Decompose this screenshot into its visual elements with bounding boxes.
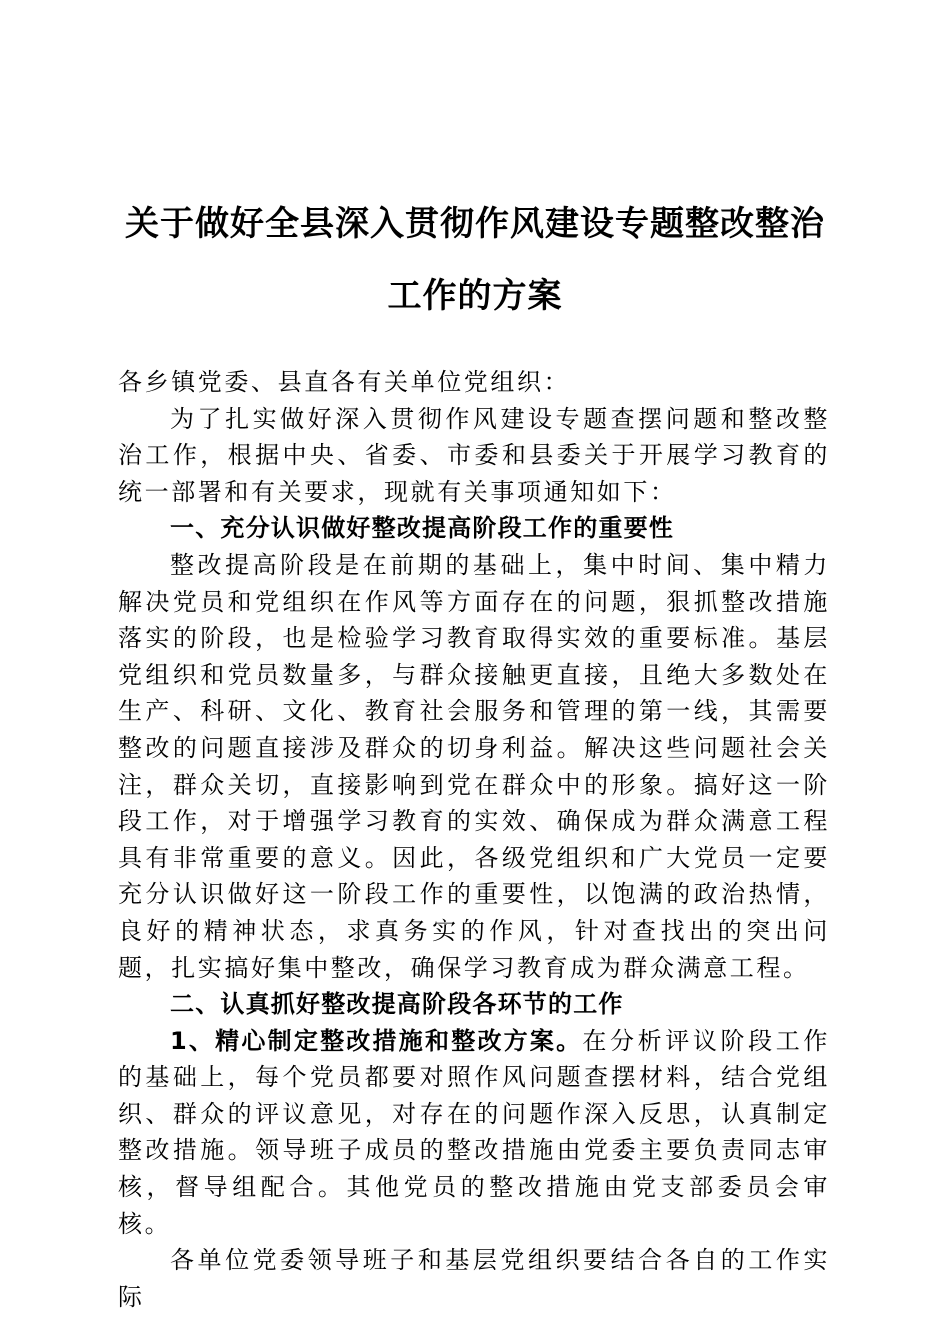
- section-1-paragraph: 整改提高阶段是在前期的基础上，集中时间、集中精力解决党员和党组织在作风等方面存在的问题，狠抓整改措施落实的阶段，也是检验学习教育取得实效的重要标准。基层党组织和党员数量多，与群众接触更直接，且绝大多数处在生产、科研、文化、教育社会服务和管理的第一线，其需要整改的问题直接涉及群众的切身利益。解决这些问题社会关注，群众关切，直接影响到党在群众中的形象。搞好这一阶段工作，对于增强学习教育的实效、确保成为群众满意工程具有非常重要的意义。因此，各级党组织和广大党员一定要充分认识做好这一阶段工作的重要性，以饱满的政治热情，良好的精神状态，求真务实的作风，针对查找出的突出问题，扎实搞好集中整改，确保学习教育成为群众满意工程。: [118, 550, 830, 982]
- item-1-lead: 1、精心制定整改措施和整改方案。: [170, 1026, 583, 1055]
- section-2-heading: 二、认真抓好整改提高阶段各环节的工作: [170, 990, 624, 1019]
- document-body: [118, 364, 830, 1315]
- document-title-line-2: 工作的方案: [387, 276, 563, 316]
- item-1-text: 在分析评议阶段工作的基础上，每个党员都要对照作风问题查摆材料，结合党组织、群众的评议意见，对存在的问题作深入反思，认真制定整改措施。领导班子成员的整改措施由党委主要负责同志审核，督导组配合。其他党员的整改措施由党支部委员会审核。: [118, 1026, 830, 1238]
- document-title-line-1: 关于做好全县深入贯彻作风建设专题整改整治: [125, 204, 825, 244]
- salutation: 各乡镇党委、县直各有关单位党组织：: [118, 368, 571, 396]
- section-1-heading: 一、充分认识做好整改提高阶段工作的重要性: [170, 514, 674, 543]
- item-1-paragraph: [118, 1023, 830, 1243]
- intro-paragraph: 为了扎实做好深入贯彻作风建设专题查摆问题和整改整治工作，根据中央、省委、市委和县委关于开展学习教育的统一部署和有关要求，现就有关事项通知如下：: [118, 404, 830, 506]
- last-paragraph: 各单位党委领导班子和基层党组织要结合各自的工作实际: [118, 1246, 830, 1311]
